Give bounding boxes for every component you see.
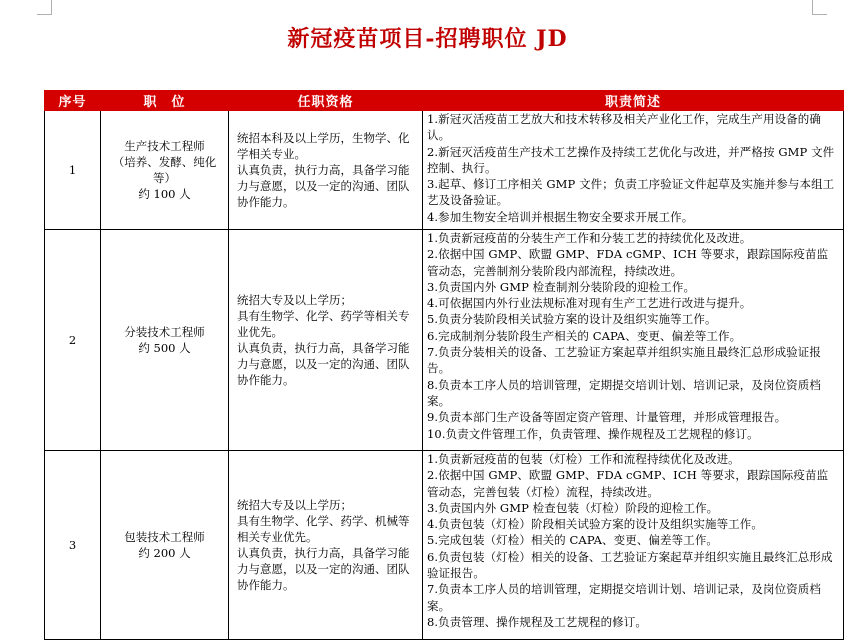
duty-line: 1.新冠灭活疫苗工艺放大和技术转移及相关产业化工作，完成生产用设备的确认。 (427, 112, 821, 143)
duty-line: 8.负责管理、操作规程及工艺规程的修订。 (427, 614, 647, 629)
requirement-line: 统招大专及以上学历； (237, 293, 352, 307)
header-duties: 职责简述 (423, 91, 844, 111)
duty-line: 3.负责国内外 GMP 检查包装（灯检）阶段的迎检工作。 (427, 500, 719, 515)
duty-line: 1.负责新冠疫苗的分装生产工作和分装工艺的持续优化及改进。 (427, 231, 752, 245)
requirement-line: 认真负责，执行力高，具备学习能力与意愿，以及一定的沟通、团队协作能力。 (237, 546, 410, 592)
document-title: 新冠疫苗项目-招聘职位 JD (287, 26, 568, 52)
duties-cell (423, 230, 844, 451)
row-number: 2 (45, 230, 101, 451)
duty-line: 2.依据中国 GMP、欧盟 GMP、FDA cGMP、ICH 等要求，跟踪国际疫苗监管动态，完善包装（灯检）流程，持续改进。 (427, 468, 829, 499)
duty-line: 6.完成制剂分装阶段生产相关的 CAPA、变更、偏差等工作。 (427, 328, 742, 343)
duty-line: 3.负责国内外 GMP 检查制剂分装阶段的迎检工作。 (427, 279, 696, 294)
duties-cell (423, 111, 844, 230)
jd-table (44, 90, 844, 640)
requirements-cell (229, 451, 423, 640)
duty-line: 3.起草、修订工序相关 GMP 文件；负责工序验证文件起草及实施并参与本组工艺及设备验证。 (427, 177, 835, 208)
table-row (45, 451, 844, 640)
page-corner-mark-right (812, 0, 827, 15)
requirements-cell (229, 111, 423, 230)
duty-line: 5.负责分装阶段相关试验方案的设计及组织实施等工作。 (427, 312, 717, 327)
duty-line: 9.负责本部门生产设备等固定资产管理、计量管理，并形成管理报告。 (427, 410, 787, 425)
header-position: 职 位 (101, 91, 229, 111)
duty-line: 1.负责新冠疫苗的包装（灯检）工作和流程持续优化及改进。 (427, 452, 740, 466)
requirement-line: 认真负责，执行力高，具备学习能力与意愿，以及一定的沟通、团队协作能力。 (237, 341, 410, 387)
position-title: 生产技术工程师 (124, 139, 205, 153)
headcount: 约 500 人 (138, 341, 191, 355)
duty-line: 8.负责本工序人员的培训管理，定期提交培训计划、培训记录，及岗位资质档案。 (427, 377, 821, 408)
position-title: 包装技术工程师 (124, 530, 205, 544)
duties-cell (423, 451, 844, 640)
position-cell (101, 230, 229, 451)
header-requirements: 任职资格 (229, 91, 423, 111)
requirement-line: 统招大专及以上学历； (237, 498, 352, 512)
header-no: 序号 (45, 91, 101, 111)
requirement-line: 认真负责，执行力高，具备学习能力与意愿，以及一定的沟通、团队协作能力。 (237, 163, 410, 209)
table-row (45, 111, 844, 230)
duty-line: 6.负责包装（灯检）相关的设备、工艺验证方案起草并组织实施且最终汇总形成验证报告。 (427, 549, 833, 581)
page-corner-mark-left (37, 0, 52, 15)
headcount: 约 200 人 (138, 546, 191, 560)
duty-line: 2.依据中国 GMP、欧盟 GMP、FDA cGMP、ICH 等要求，跟踪国际疫苗监管动态，完善制剂分装阶段内部流程，持续改进。 (427, 247, 829, 278)
requirement-line: 具有生物学、化学、药学、机械等相关专业优先。 (237, 514, 410, 544)
position-note: （培养、发酵、纯化等） (112, 155, 217, 185)
duty-line: 7.负责本工序人员的培训管理，定期提交培训计划、培训记录，及岗位资质档案。 (427, 582, 821, 613)
requirement-line: 统招本科及以上学历，生物学、化学相关专业。 (237, 131, 410, 161)
table-row (45, 230, 844, 451)
duty-line: 2.新冠灭活疫苗生产技术工艺操作及持续工艺优化与改进，并严格按 GMP 文件控制、执行。 (427, 144, 835, 175)
position-title: 分装技术工程师 (124, 325, 205, 339)
table-header-row (45, 91, 844, 111)
duty-line: 4.负责包装（灯检）阶段相关试验方案的设计及组织实施等工作。 (427, 517, 763, 532)
duty-line: 4.可依据国内外行业法规标准对现有生产工艺进行改进与提升。 (427, 296, 752, 311)
requirements-cell (229, 230, 423, 451)
position-cell (101, 451, 229, 640)
position-cell (101, 111, 229, 230)
duty-line: 5.完成包装（灯检）相关的 CAPA、变更、偏差等工作。 (427, 533, 719, 548)
duty-line: 4.参加生物安全培训并根据生物安全要求开展工作。 (427, 209, 694, 224)
headcount: 约 100 人 (138, 187, 191, 201)
duty-line: 7.负责分装相关的设备、工艺验证方案起草并组织实施且最终汇总形成验证报告。 (427, 345, 821, 376)
requirement-line: 具有生物学、化学、药学等相关专业优先。 (237, 309, 410, 339)
row-number: 3 (45, 451, 101, 640)
row-number: 1 (45, 111, 101, 230)
duty-line: 10.负责文件管理工作，负责管理、操作规程及工艺规程的修订。 (427, 426, 759, 441)
